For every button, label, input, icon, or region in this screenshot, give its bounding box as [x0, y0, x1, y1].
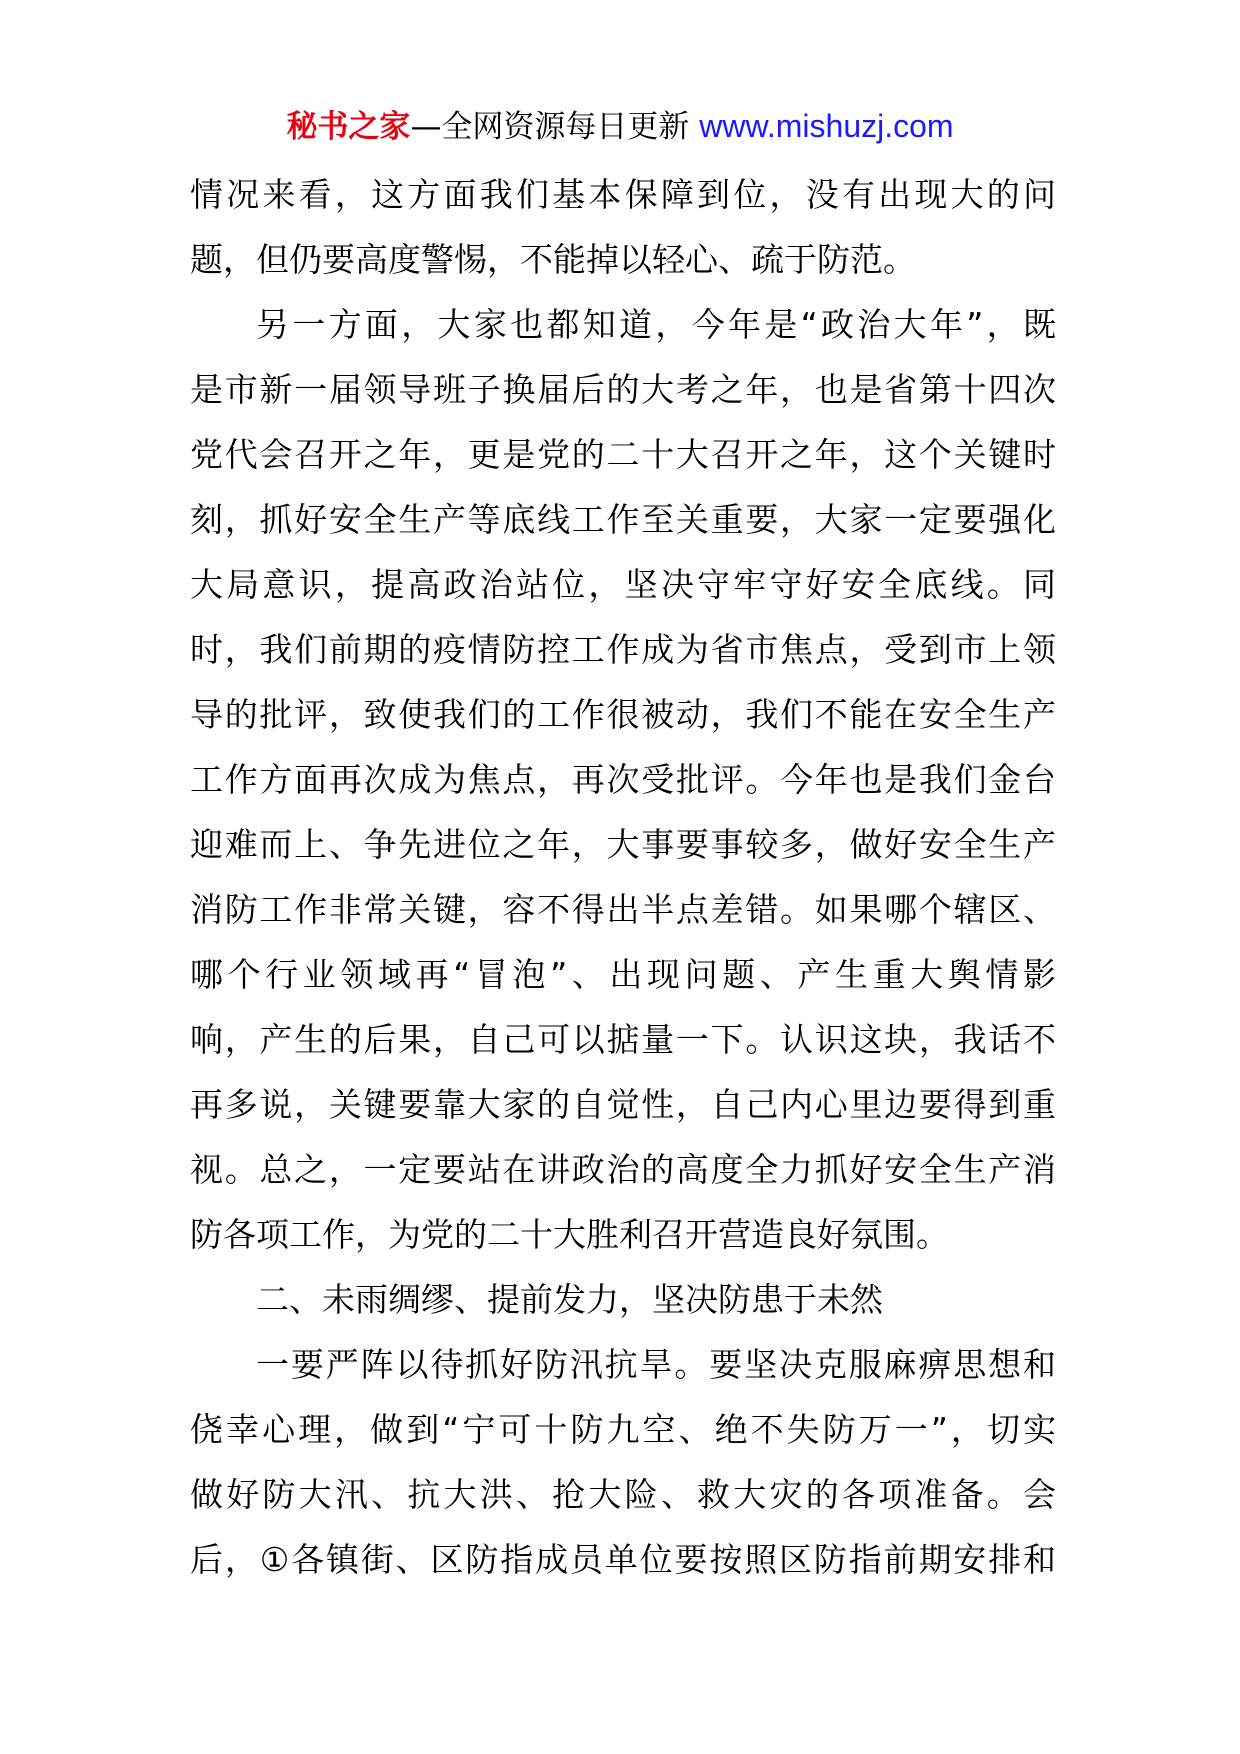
text-line: 做好防大汛、抗大洪、抢大险、救大灾的各项准备。会 — [190, 1475, 1056, 1514]
text-line: 时，我们前期的疫情防控工作成为省市焦点，受到市上领 — [190, 630, 1056, 669]
text-line: 再多说，关键要靠大家的自觉性，自己内心里边要得到重 — [190, 1085, 1056, 1124]
text-line: 导的批评，致使我们的工作很被动，我们不能在安全生产 — [190, 695, 1056, 734]
text-line: 题，但仍要高度警惕，不能掉以轻心、疏于防范。 — [190, 240, 916, 279]
text-line: 后，①各镇街、区防指成员单位要按照区防指前期安排和 — [190, 1540, 1056, 1579]
text-line: 侥幸心理，做到“宁可十防九空、绝不失防万一”，切实 — [190, 1410, 1056, 1449]
text-line: 视。总之，一定要站在讲政治的高度全力抓好安全生产消 — [190, 1150, 1056, 1189]
site-tagline: —全网资源每日更新 — [410, 109, 690, 145]
site-header — [0, 104, 1240, 149]
text-line: 防各项工作，为党的二十大胜利召开营造良好氛围。 — [190, 1215, 949, 1254]
text-line: 大局意识，提高政治站位，坚决守牢守好安全底线。同 — [190, 565, 1056, 604]
site-url[interactable]: www.mishuzj.com — [699, 108, 954, 144]
text-line: 是市新一届领导班子换届后的大考之年，也是省第十四次 — [190, 370, 1056, 409]
text-line: 另一方面，大家也都知道，今年是“政治大年”，既 — [256, 305, 1056, 344]
section-heading: 二、未雨绸缪、提前发力，坚决防患于未然 — [256, 1280, 883, 1319]
site-brand: 秘书之家 — [286, 109, 411, 145]
document-body — [190, 162, 1056, 1592]
text-line: 消防工作非常关键，容不得出半点差错。如果哪个辖区、 — [190, 890, 1056, 929]
text-line: 哪个行业领域再“冒泡”、出现问题、产生重大舆情影 — [190, 955, 1056, 994]
text-line: 工作方面再次成为焦点，再次受批评。今年也是我们金台 — [190, 760, 1056, 799]
text-line: 迎难而上、争先进位之年，大事要事较多，做好安全生产 — [190, 825, 1056, 864]
text-line: 情况来看，这方面我们基本保障到位，没有出现大的问 — [190, 175, 1056, 214]
text-line: 响，产生的后果，自己可以掂量一下。认识这块，我话不 — [190, 1020, 1056, 1059]
text-line: 刻，抓好安全生产等底线工作至关重要，大家一定要强化 — [190, 500, 1056, 539]
text-line: 党代会召开之年，更是党的二十大召开之年，这个关键时 — [190, 435, 1056, 474]
text-line: 一要严阵以待抓好防汛抗旱。要坚决克服麻痹思想和 — [256, 1345, 1056, 1384]
